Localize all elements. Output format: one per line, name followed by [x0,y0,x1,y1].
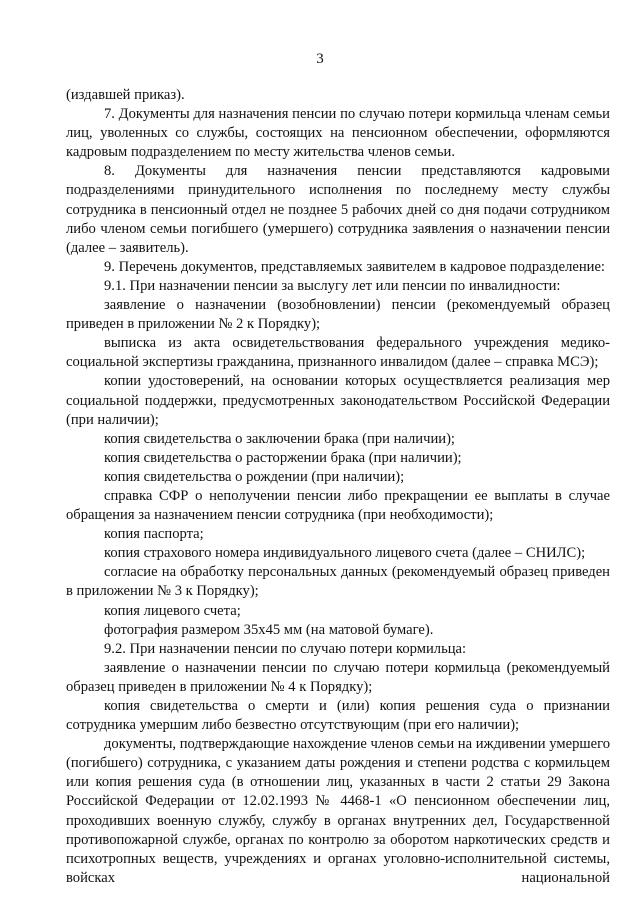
paragraph-item-7: 7. Документы для назначения пенсии по случаю потери кормильца членам семьи лиц, уволенных со службы, состоящих на пенсионном обеспечении, оформляются кадровым подразделением по месту жительства членов семьи. [66,106,610,161]
list-item-birth: копия свидетельства о рождении (при наличии); [104,468,405,485]
list-item-account: копия лицевого счета; [104,602,241,619]
list-item-snils: копия страхового номера индивидуального лицевого счета (далее – СНИЛС); [104,545,586,562]
list-item-marriage: копия свидетельства о заключении брака (при наличии); [104,430,455,447]
list-item-sfr-reference: справка СФР о неполучении пенсии либо прекращении ее выплаты в случае обращения за назначением пенсии сотрудника (при необходимости); [66,487,610,524]
page-number: 3 [316,51,324,67]
paragraph-item-9-2: 9.2. При назначении пенсии по случаю потери кормильца: [104,640,467,657]
list-item-breadwinner-application: заявление о назначении пенсии по случаю потери кормильца (рекомендуемый образец приведен в приложении № 4 к Порядку); [66,659,610,695]
paragraph-item-9: 9. Перечень документов, представляемых заявителем в кадровое подразделение: [104,258,605,275]
list-item-passport: копия паспорта; [104,526,204,543]
list-item-divorce: копия свидетельства о расторжении брака (при наличии); [104,449,462,466]
list-item-photo: фотография размером 35х45 мм (на матовой бумаге). [104,621,434,638]
list-item-death-certificate: копия свидетельства о смерти и (или) копия решения суда о признании сотрудника умершим либо безвестно отсутствующим (при его наличии); [66,698,610,734]
list-item-dependency-documents: документы, подтверждающие нахождение членов семьи на иждивении умершего (погибшего) сотрудника, с указанием даты рождения и степени родства с кормильцем или копия решения суда (в отношении лиц, указанных в части 2 статьи 29 Закона Российской Федерации от 12.02.1993 № 4468-1 «О пенсионном обеспечении лиц, проходивших военную службу, службу в органах внутренних дел, Государственной противопожарной службе, органах по контролю за оборотом наркотических средств и психотропных веществ, учреждениях и органах уголовно-исполнительной системы, войсках национальной [66,736,610,886]
list-item-mse-extract: выписка из акта освидетельствования федерального учреждения медико-социальной экспертизы гражданина, признанного инвалидом (далее – справка МСЭ); [66,335,610,371]
list-item-consent: согласие на обработку персональных данных (рекомендуемый образец приведен в приложении № 3 к Порядку); [66,564,610,600]
list-item-application: заявление о назначении (возобновлении) пенсии (рекомендуемый образец приведен в приложении № 2 к Порядку); [66,297,610,333]
paragraph-continuation: (издавшей приказ). [66,87,185,103]
document-body [66,86,610,888]
list-item-certificates: копии удостоверений, на основании которых осуществляется реализация мер социальной поддержки, предусмотренных законодательством Российской Федерации (при наличии); [66,373,610,428]
paragraph-item-8: 8. Документы для назначения пенсии представляются кадровыми подразделениями принудительного исполнения по последнему месту службы сотрудника в пенсионный отдел не позднее 5 рабочих дней со дня подачи сотрудником либо членом семьи погибшего (умершего) сотрудника заявления о назначении пенсии (далее – заявитель). [66,163,610,256]
paragraph-item-9-1: 9.1. При назначении пенсии за выслугу лет или пенсии по инвалидности: [104,277,561,294]
